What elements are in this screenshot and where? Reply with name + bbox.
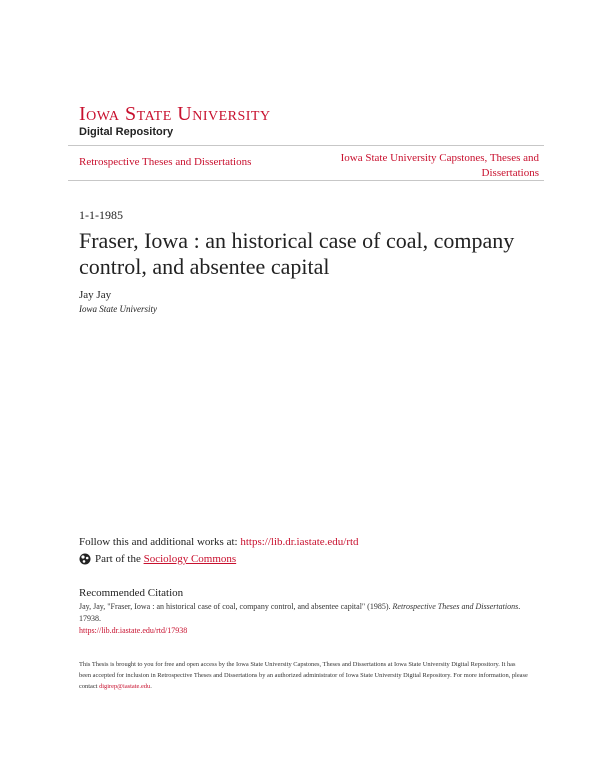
follow-url-link[interactable]: https://lib.dr.iastate.edu/rtd — [240, 536, 359, 548]
citation-text: Jay, Jay, "Fraser, Iowa : an historical case of coal, company control, and absentee capital" (1985). — [79, 602, 393, 611]
access-notice-end: . — [150, 683, 152, 690]
part-of-prefix: Part of the — [95, 553, 141, 565]
contact-email-link[interactable]: digirep@iastate.edu — [99, 683, 151, 690]
logo-wordmark-text: Iowa State University — [79, 103, 271, 125]
top-divider — [68, 145, 544, 146]
recommended-citation — [79, 601, 529, 637]
publication-date: 1-1-1985 — [79, 208, 123, 222]
collection-link-capstones[interactable]: Iowa State University Capstones, Theses and Dissertations — [340, 152, 539, 179]
logo-wordmark — [79, 104, 271, 124]
sociology-commons-link[interactable]: Sociology Commons — [143, 553, 237, 565]
access-notice-text: This Thesis is brought to you for free and open access by the Iowa State University Capstones, Theses and Dissertations at Iowa State University Digital Repository. It has been accepted for inclusion in Retrospective Theses and Dissertations by an authorized administrator of Iowa State University Digital Repository. For more information, please contact — [79, 661, 528, 690]
follow-text: Follow this and additional works at: — [79, 536, 241, 548]
commons-network-icon — [79, 553, 91, 565]
part-of-line — [79, 553, 236, 565]
author-name: Jay Jay — [79, 289, 112, 301]
document-title: Fraser, Iowa : an historical case of coal, company control, and absentee capital — [79, 228, 515, 279]
logo-subtitle: Digital Repository — [79, 126, 174, 138]
citation-series: Retrospective Theses and Dissertations — [392, 602, 519, 611]
isu-digital-repository-logo[interactable] — [79, 104, 271, 138]
citation-number: . 17938. — [79, 602, 521, 623]
author-affiliation: Iowa State University — [79, 304, 157, 314]
collection-link-retrospective[interactable]: Retrospective Theses and Dissertations — [79, 156, 252, 168]
citation-url-link[interactable]: https://lib.dr.iastate.edu/rtd/17938 — [79, 626, 188, 635]
follow-line — [79, 536, 359, 548]
access-notice — [79, 659, 529, 692]
recommended-citation-heading: Recommended Citation — [79, 587, 184, 599]
header-divider — [68, 180, 544, 181]
